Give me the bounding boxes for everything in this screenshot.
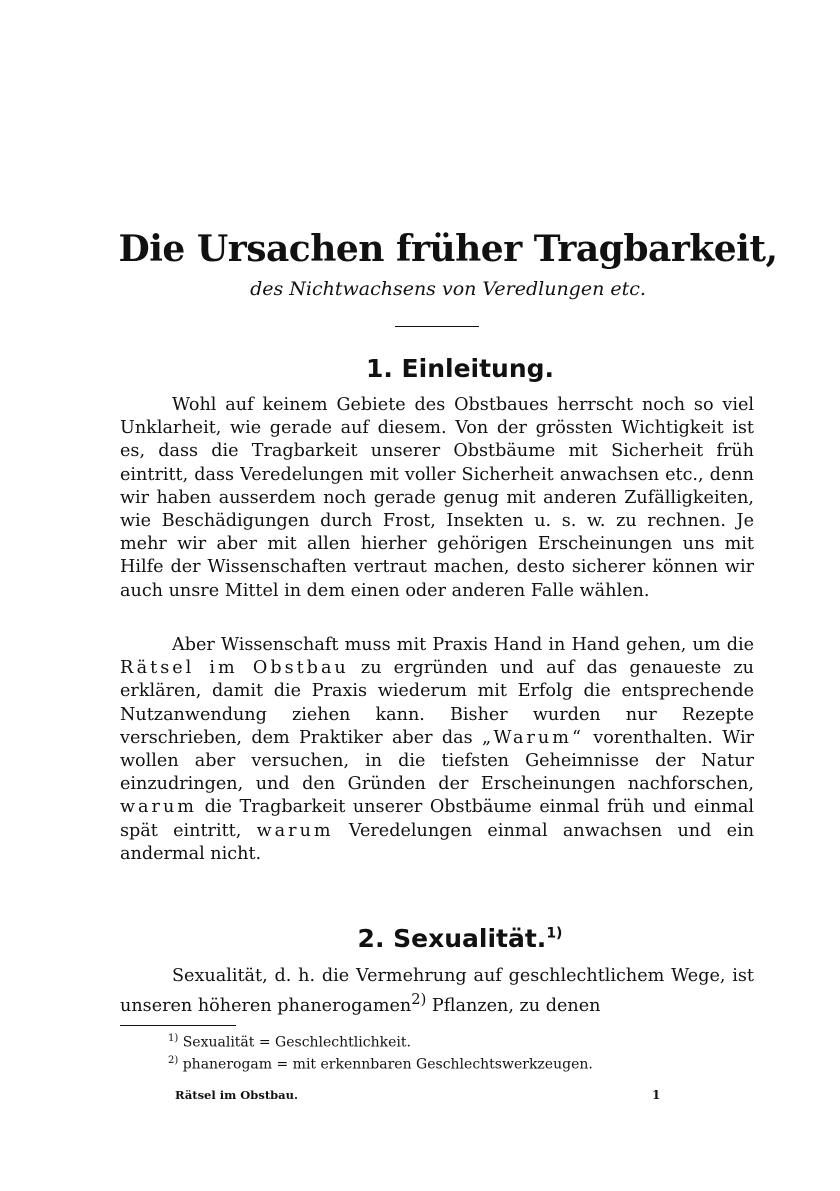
- footnote-2: [168, 1055, 593, 1073]
- para2-emphasis-warum-quoted: „Warum“: [481, 727, 584, 748]
- para2-emphasis-raetsel: Rätsel im Obstbau: [120, 658, 349, 679]
- footnote-1-mark: 1): [168, 1033, 179, 1044]
- para2-emphasis-warum-1: warum: [120, 797, 197, 818]
- para2-text-i: Veredelungen einmal anwachsen und ein andermal nicht.: [120, 820, 755, 864]
- para3-text-b: Pflanzen, zu denen: [431, 996, 601, 1017]
- paragraph-einleitung-2: [120, 634, 754, 866]
- para2-text-g: die Tragbarkeit unserer Obstbäume einmal früh und einmal spät eintritt,: [120, 797, 754, 841]
- page-number: 1: [652, 1088, 661, 1102]
- footer-signature: Rätsel im Obstbau.: [175, 1088, 298, 1102]
- page-title: Die Ursachen früher Tragbarkeit,: [118, 228, 778, 270]
- footnote-ref-1: 1): [546, 925, 563, 942]
- para2-text-c: zu ergründen und auf das genaueste zu erklären, damit die Praxis wiederum mit Erfolg die entsprechende Nutzanwendung ziehen kann. Bisher wurden nur Rezepte verschrieben, dem Praktiker aber das: [120, 658, 754, 748]
- footnote-2-text: phanerogam = mit erkennbaren Geschlechtswerkzeugen.: [182, 1056, 593, 1073]
- para2-text-a: Aber Wissenschaft muss mit Praxis Hand in Hand gehen, um die: [172, 635, 754, 655]
- para3-text-a: Sexualität, d. h. die Vermehrung auf geschlechtlichem Wege, ist unseren höheren phanerogamen: [120, 966, 754, 1017]
- section-heading-sexualitaet-text: 2. Sexualität.: [357, 924, 547, 953]
- footnote-ref-2: 2): [411, 991, 427, 1009]
- footnote-1-text: Sexualität = Geschlechtlichkeit.: [182, 1034, 411, 1051]
- title-divider: [395, 326, 479, 327]
- footnote-1: [168, 1033, 411, 1051]
- para2-text-e: vorenthalten. Wir wollen aber versuchen, in die tiefsten Geheimnisse der Natur einzudringen, und den Gründen der Erscheinungen nachforschen,: [120, 727, 755, 795]
- footnote-2-mark: 2): [168, 1055, 179, 1066]
- paragraph-einleitung-1: Wohl auf keinem Gebiete des Obstbaues herrscht noch so viel Unklarheit, wie gerade auf diesem. Von der grössten Wichtigkeit ist es, dass die Tragbarkeit unserer Obstbäume mit Sicherheit früh eintritt, dass Veredelungen mit voller Sicherheit anwachsen etc., denn wir haben ausserdem noch gerade genug mit anderen Zufälligkeiten, wie Beschädigungen durch Frost, Insekten u. s. w. zu rechnen. Je mehr wir aber mit allen hierher gehörigen Erscheinungen uns mit Hilfe der Wissenschaften vertraut machen, desto sicherer können wir auch unsre Mittel in dem einen oder anderen Falle wählen.: [120, 395, 754, 601]
- paragraph-sexualitaet: [120, 965, 754, 1018]
- section-heading-sexualitaet: [140, 924, 780, 953]
- para2-emphasis-warum-2: warum: [256, 820, 334, 841]
- section-heading-einleitung: 1. Einleitung.: [365, 354, 555, 383]
- footnote-divider: [120, 1025, 236, 1026]
- page-subtitle: des Nichtwachsens von Veredlungen etc.: [250, 278, 646, 300]
